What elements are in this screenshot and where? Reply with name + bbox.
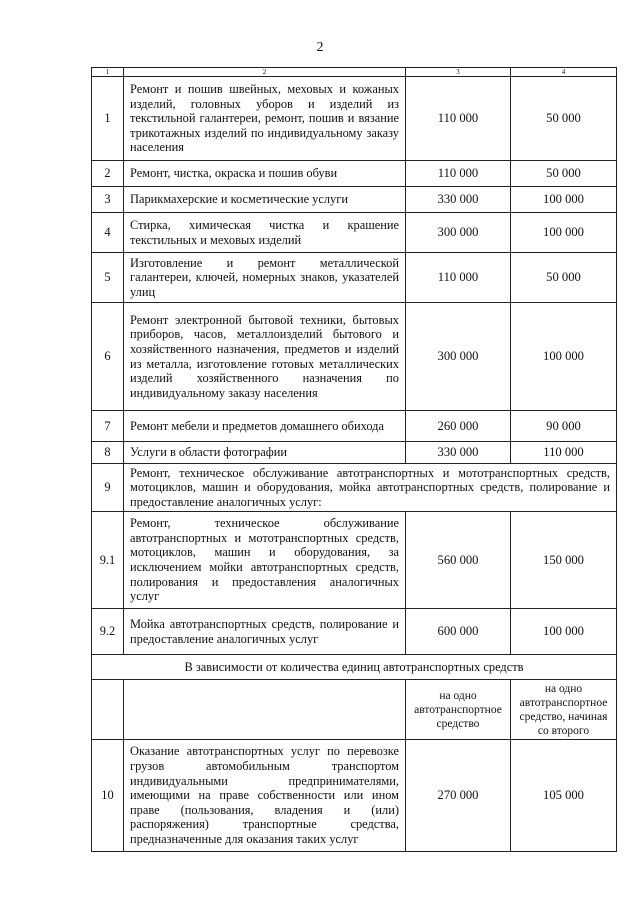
row-number: 3 — [92, 187, 124, 213]
empty-cell — [92, 680, 124, 740]
service-description: Изготовление и ремонт металлической галантереи, ключей, номерных знаков, указателей улиц — [124, 253, 406, 303]
table-row — [92, 512, 617, 609]
value-col-3: 270 000 — [406, 740, 511, 852]
row-number: 5 — [92, 253, 124, 303]
value-col-4: 50 000 — [511, 161, 617, 187]
row-number: 8 — [92, 442, 124, 464]
value-col-4: 100 000 — [511, 303, 617, 411]
row-number: 6 — [92, 303, 124, 411]
value-col-4: 50 000 — [511, 253, 617, 303]
value-col-4: 100 000 — [511, 213, 617, 253]
section-title-row — [92, 655, 617, 680]
column-number-header — [92, 68, 617, 77]
value-col-3: 110 000 — [406, 253, 511, 303]
service-description: Парикмахерские и косметические услуги — [124, 187, 406, 213]
row-number: 2 — [92, 161, 124, 187]
subheader-per-vehicle: на одно автотранспортное средство — [406, 680, 511, 740]
table-row — [92, 253, 617, 303]
fee-table — [91, 67, 617, 852]
value-col-4: 150 000 — [511, 512, 617, 609]
row-number: 9.2 — [92, 609, 124, 655]
row-number: 9 — [92, 464, 124, 512]
section-title: В зависимости от количества единиц автотранспортных средств — [92, 655, 617, 680]
value-col-3: 330 000 — [406, 187, 511, 213]
table-row — [92, 740, 617, 852]
value-col-3: 110 000 — [406, 161, 511, 187]
table-row — [92, 161, 617, 187]
value-col-4: 90 000 — [511, 411, 617, 442]
header-col-1: 1 — [92, 68, 124, 77]
table-row — [92, 187, 617, 213]
service-description: Ремонт мебели и предметов домашнего обихода — [124, 411, 406, 442]
service-group-description: Ремонт, техническое обслуживание автотранспортных и мототранспортных средств, мотоциклов, машин и оборудования, мойка автотранспортных средств, полирование и предоставление аналогичных услуг: — [124, 464, 617, 512]
value-col-4: 50 000 — [511, 77, 617, 161]
service-description: Ремонт и пошив швейных, меховых и кожаных изделий, головных уборов и изделий из текстильной галантереи, ремонт, пошив и вязание трикотажных изделий по индивидуальному заказу населения — [124, 77, 406, 161]
service-description: Оказание автотранспортных услуг по перевозке грузов автомобильным транспортом индивидуальными предпринимателями, имеющими на праве собственности или ином праве (пользования, владения и (или) распоряжения) транспортные средства, предназначенные для оказания таких услуг — [124, 740, 406, 852]
service-description: Ремонт, чистка, окраска и пошив обуви — [124, 161, 406, 187]
subheader-per-vehicle-from-second: на одно автотранспортное средство, начиная со второго — [511, 680, 617, 740]
value-col-4: 100 000 — [511, 187, 617, 213]
table-row — [92, 442, 617, 464]
value-col-3: 110 000 — [406, 77, 511, 161]
table-row — [92, 213, 617, 253]
header-col-4: 4 — [511, 68, 617, 77]
empty-cell — [124, 680, 406, 740]
value-col-3: 260 000 — [406, 411, 511, 442]
service-description: Мойка автотранспортных средств, полирование и предоставление аналогичных услуг — [124, 609, 406, 655]
header-col-2: 2 — [124, 68, 406, 77]
table-row — [92, 411, 617, 442]
table-row — [92, 464, 617, 512]
row-number: 10 — [92, 740, 124, 852]
page-number: 2 — [316, 40, 324, 55]
row-number: 4 — [92, 213, 124, 253]
value-col-3: 300 000 — [406, 213, 511, 253]
service-description: Стирка, химическая чистка и крашение текстильных и меховых изделий — [124, 213, 406, 253]
header-col-3: 3 — [406, 68, 511, 77]
value-col-4: 105 000 — [511, 740, 617, 852]
row-number: 1 — [92, 77, 124, 161]
service-description: Ремонт электронной бытовой техники, бытовых приборов, часов, металлоизделий бытового и хозяйственного назначения, предметов и изделий из металла, изготовление готовых металлических изделий хозяйственного назначения по индивидуальному заказу населения — [124, 303, 406, 411]
value-col-3: 300 000 — [406, 303, 511, 411]
row-number: 7 — [92, 411, 124, 442]
value-col-4: 100 000 — [511, 609, 617, 655]
table-row — [92, 609, 617, 655]
table-row — [92, 303, 617, 411]
service-description: Услуги в области фотографии — [124, 442, 406, 464]
table-row — [92, 77, 617, 161]
row-number: 9.1 — [92, 512, 124, 609]
service-description: Ремонт, техническое обслуживание автотранспортных и мототранспортных средств, мотоциклов, машин и оборудования, за исключением мойки автотранспортных средств, полирования и предоставления аналогичных услуг — [124, 512, 406, 609]
value-col-3: 600 000 — [406, 609, 511, 655]
value-col-3: 560 000 — [406, 512, 511, 609]
value-col-4: 110 000 — [511, 442, 617, 464]
value-col-3: 330 000 — [406, 442, 511, 464]
subheader-row — [92, 680, 617, 740]
